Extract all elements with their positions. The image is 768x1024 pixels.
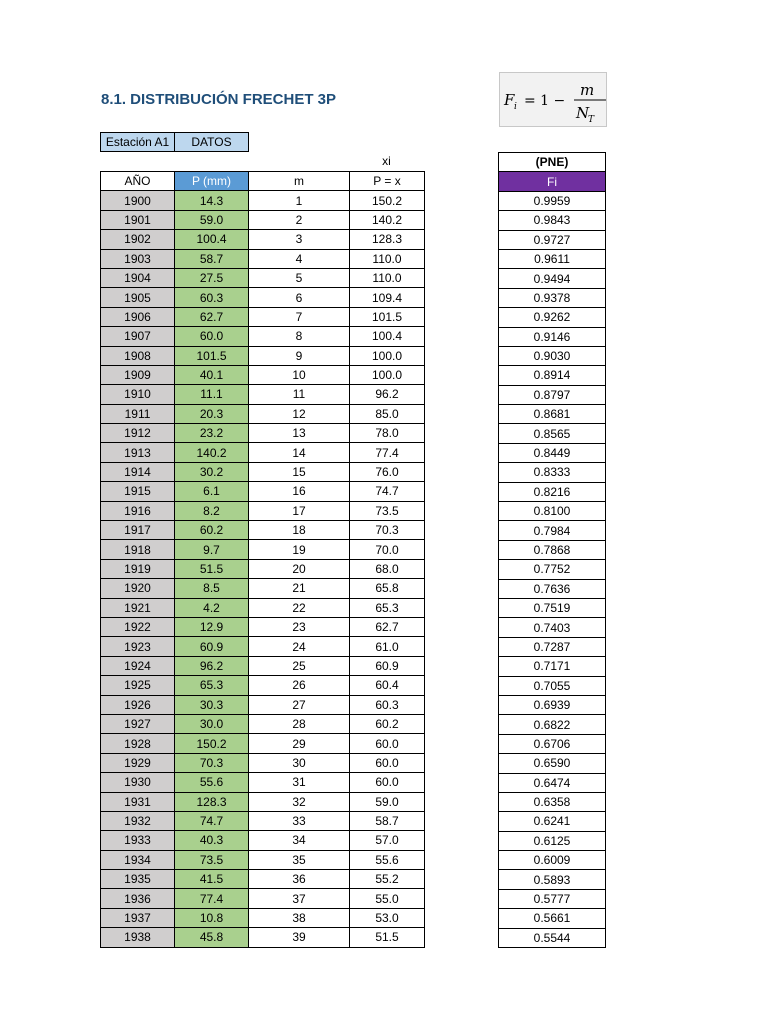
precip-cell: 20.3 xyxy=(175,404,249,423)
sorted-value-cell: 110.0 xyxy=(350,268,425,287)
fi-cell: 0.5777 xyxy=(499,889,606,908)
precip-cell: 101.5 xyxy=(175,346,249,365)
precip-cell: 77.4 xyxy=(175,889,249,908)
precip-cell: 8.2 xyxy=(175,501,249,520)
table-row xyxy=(499,482,606,501)
sorted-value-cell: 85.0 xyxy=(350,404,425,423)
fi-cell: 0.8216 xyxy=(499,482,606,501)
year-cell: 1903 xyxy=(101,249,175,268)
fi-cell: 0.9030 xyxy=(499,346,606,365)
table-row xyxy=(499,928,606,947)
precip-cell: 62.7 xyxy=(175,307,249,326)
year-cell: 1902 xyxy=(101,230,175,249)
year-cell: 1917 xyxy=(101,521,175,540)
sorted-value-cell: 140.2 xyxy=(350,210,425,229)
table-row xyxy=(499,385,606,404)
fi-cell: 0.8914 xyxy=(499,366,606,385)
sorted-value-cell: 77.4 xyxy=(350,443,425,462)
table-row xyxy=(101,404,425,423)
header-row xyxy=(101,172,425,191)
table-row xyxy=(499,230,606,249)
table-row xyxy=(499,327,606,346)
fi-cell: 0.7636 xyxy=(499,579,606,598)
rank-cell: 1 xyxy=(249,191,350,210)
sorted-value-cell: 70.0 xyxy=(350,540,425,559)
sorted-value-cell: 60.4 xyxy=(350,676,425,695)
fi-cell: 0.9494 xyxy=(499,269,606,288)
table-row xyxy=(101,385,425,404)
table-row xyxy=(101,598,425,617)
rank-cell: 17 xyxy=(249,501,350,520)
table-row xyxy=(101,831,425,850)
table-row xyxy=(499,870,606,889)
precip-cell: 140.2 xyxy=(175,443,249,462)
precip-cell: 74.7 xyxy=(175,811,249,830)
fi-cell: 0.7868 xyxy=(499,540,606,559)
precip-cell: 65.3 xyxy=(175,676,249,695)
sorted-value-cell: 110.0 xyxy=(350,249,425,268)
rank-cell: 13 xyxy=(249,424,350,443)
sorted-value-cell: 96.2 xyxy=(350,385,425,404)
table-row xyxy=(101,365,425,384)
year-cell: 1937 xyxy=(101,908,175,927)
table-row xyxy=(499,695,606,714)
table-row xyxy=(499,521,606,540)
rank-cell: 2 xyxy=(249,210,350,229)
sorted-value-cell: 74.7 xyxy=(350,482,425,501)
precip-cell: 23.2 xyxy=(175,424,249,443)
rank-cell: 35 xyxy=(249,850,350,869)
table-row xyxy=(101,656,425,675)
sorted-value-cell: 60.0 xyxy=(350,753,425,772)
fi-cell: 0.8797 xyxy=(499,385,606,404)
year-cell: 1933 xyxy=(101,831,175,850)
table-row xyxy=(499,734,606,753)
table-row xyxy=(101,714,425,733)
precip-cell: 70.3 xyxy=(175,753,249,772)
year-cell: 1906 xyxy=(101,307,175,326)
table-row xyxy=(101,850,425,869)
table-row xyxy=(499,308,606,327)
station-value: DATOS xyxy=(175,132,249,152)
sorted-value-cell: 61.0 xyxy=(350,637,425,656)
table-row xyxy=(101,811,425,830)
fi-cell: 0.6706 xyxy=(499,734,606,753)
rank-cell: 22 xyxy=(249,598,350,617)
formula-denominator-sub: T xyxy=(588,115,595,125)
fi-cell: 0.6009 xyxy=(499,851,606,870)
table-row xyxy=(101,540,425,559)
rank-cell: 6 xyxy=(249,288,350,307)
fi-cell: 0.7984 xyxy=(499,521,606,540)
year-cell: 1925 xyxy=(101,676,175,695)
year-cell: 1920 xyxy=(101,579,175,598)
precip-cell: 41.5 xyxy=(175,870,249,889)
rank-cell: 4 xyxy=(249,249,350,268)
precip-cell: 27.5 xyxy=(175,268,249,287)
rank-cell: 12 xyxy=(249,404,350,423)
table-row xyxy=(499,269,606,288)
precip-cell: 9.7 xyxy=(175,540,249,559)
fi-cell: 0.7519 xyxy=(499,598,606,617)
precip-cell: 8.5 xyxy=(175,579,249,598)
year-cell: 1910 xyxy=(101,385,175,404)
table-row xyxy=(101,346,425,365)
table-row xyxy=(499,598,606,617)
sorted-value-cell: 55.6 xyxy=(350,850,425,869)
fi-cell: 0.7752 xyxy=(499,560,606,579)
table-row xyxy=(101,753,425,772)
table-row xyxy=(499,540,606,559)
fi-cell: 0.9378 xyxy=(499,288,606,307)
fi-cell: 0.8681 xyxy=(499,405,606,424)
sorted-value-cell: 60.3 xyxy=(350,695,425,714)
year-cell: 1914 xyxy=(101,462,175,481)
table-row xyxy=(499,346,606,365)
rank-cell: 19 xyxy=(249,540,350,559)
precip-cell: 59.0 xyxy=(175,210,249,229)
formula-equals: = 1 − xyxy=(524,93,566,109)
year-cell: 1918 xyxy=(101,540,175,559)
rank-cell: 18 xyxy=(249,521,350,540)
table-row xyxy=(499,288,606,307)
table-row xyxy=(499,211,606,230)
sorted-value-cell: 55.2 xyxy=(350,870,425,889)
fi-cell: 0.8100 xyxy=(499,502,606,521)
table-row xyxy=(101,462,425,481)
formula-image xyxy=(499,72,607,127)
rank-cell: 24 xyxy=(249,637,350,656)
sorted-value-cell: 70.3 xyxy=(350,521,425,540)
rank-cell: 34 xyxy=(249,831,350,850)
year-cell: 1915 xyxy=(101,482,175,501)
table-row xyxy=(499,366,606,385)
fi-cell: 0.9262 xyxy=(499,308,606,327)
rank-cell: 5 xyxy=(249,268,350,287)
header-fi: Fi xyxy=(499,172,606,191)
sorted-value-cell: 65.8 xyxy=(350,579,425,598)
year-cell: 1912 xyxy=(101,424,175,443)
table-row xyxy=(101,792,425,811)
table-row xyxy=(499,618,606,637)
precip-cell: 73.5 xyxy=(175,850,249,869)
sorted-value-cell: 62.7 xyxy=(350,617,425,636)
precip-cell: 60.9 xyxy=(175,637,249,656)
precip-cell: 40.1 xyxy=(175,365,249,384)
year-cell: 1909 xyxy=(101,365,175,384)
fi-cell: 0.5544 xyxy=(499,928,606,947)
table-row xyxy=(499,773,606,792)
table-row xyxy=(101,288,425,307)
precip-cell: 58.7 xyxy=(175,249,249,268)
sorted-value-cell: 101.5 xyxy=(350,307,425,326)
rank-cell: 11 xyxy=(249,385,350,404)
fi-cell: 0.9843 xyxy=(499,211,606,230)
table-row xyxy=(101,734,425,753)
formula-numerator: m xyxy=(580,81,595,99)
sorted-value-cell: 78.0 xyxy=(350,424,425,443)
year-cell: 1916 xyxy=(101,501,175,520)
fi-cell: 0.9146 xyxy=(499,327,606,346)
table-row xyxy=(499,889,606,908)
rank-cell: 21 xyxy=(249,579,350,598)
rank-cell: 7 xyxy=(249,307,350,326)
header-pne: (PNE) xyxy=(499,153,606,172)
sorted-value-cell: 58.7 xyxy=(350,811,425,830)
precip-cell: 10.8 xyxy=(175,908,249,927)
rank-cell: 26 xyxy=(249,676,350,695)
year-cell: 1904 xyxy=(101,268,175,287)
table-row xyxy=(101,521,425,540)
year-cell: 1900 xyxy=(101,191,175,210)
rank-cell: 31 xyxy=(249,773,350,792)
fi-cell: 0.6822 xyxy=(499,715,606,734)
table-row xyxy=(101,230,425,249)
precip-cell: 60.3 xyxy=(175,288,249,307)
rank-cell: 28 xyxy=(249,714,350,733)
station-box xyxy=(100,132,249,152)
header-x: P = x xyxy=(350,172,425,191)
precip-cell: 40.3 xyxy=(175,831,249,850)
precip-cell: 11.1 xyxy=(175,385,249,404)
precip-cell: 96.2 xyxy=(175,656,249,675)
sorted-value-cell: 100.0 xyxy=(350,365,425,384)
table-row xyxy=(101,501,425,520)
fi-cell: 0.6125 xyxy=(499,831,606,850)
precip-cell: 150.2 xyxy=(175,734,249,753)
table-row xyxy=(101,695,425,714)
rank-cell: 14 xyxy=(249,443,350,462)
year-cell: 1928 xyxy=(101,734,175,753)
table-row xyxy=(101,928,425,947)
table-row xyxy=(101,210,425,229)
table-row xyxy=(101,889,425,908)
table-row xyxy=(499,502,606,521)
rank-cell: 27 xyxy=(249,695,350,714)
sorted-value-cell: 76.0 xyxy=(350,462,425,481)
table-row xyxy=(499,754,606,773)
year-cell: 1922 xyxy=(101,617,175,636)
table-row xyxy=(101,307,425,326)
precip-cell: 30.2 xyxy=(175,462,249,481)
fi-cell: 0.7171 xyxy=(499,657,606,676)
fi-cell: 0.9611 xyxy=(499,249,606,268)
precip-cell: 30.3 xyxy=(175,695,249,714)
rank-cell: 16 xyxy=(249,482,350,501)
year-cell: 1926 xyxy=(101,695,175,714)
fi-cell: 0.8449 xyxy=(499,443,606,462)
table-row xyxy=(101,637,425,656)
sorted-value-cell: 60.0 xyxy=(350,734,425,753)
xi-label: xi xyxy=(382,154,391,168)
table-row xyxy=(499,909,606,928)
sorted-value-cell: 60.9 xyxy=(350,656,425,675)
sorted-value-cell: 51.5 xyxy=(350,928,425,947)
year-cell: 1935 xyxy=(101,870,175,889)
table-row xyxy=(499,792,606,811)
sorted-value-cell: 109.4 xyxy=(350,288,425,307)
table-row xyxy=(499,579,606,598)
formula-lhs-sub: i xyxy=(514,102,517,112)
rank-cell: 25 xyxy=(249,656,350,675)
table-row xyxy=(101,268,425,287)
table-row xyxy=(101,191,425,210)
station-label: Estación A1 xyxy=(100,132,175,152)
table-row xyxy=(499,405,606,424)
header-year: AÑO xyxy=(101,172,175,191)
sorted-value-cell: 53.0 xyxy=(350,908,425,927)
rank-cell: 32 xyxy=(249,792,350,811)
header-m: m xyxy=(249,172,350,191)
fi-cell: 0.6241 xyxy=(499,812,606,831)
precip-cell: 4.2 xyxy=(175,598,249,617)
year-cell: 1911 xyxy=(101,404,175,423)
fi-cell: 0.7403 xyxy=(499,618,606,637)
precip-cell: 45.8 xyxy=(175,928,249,947)
precip-cell: 100.4 xyxy=(175,230,249,249)
precip-cell: 128.3 xyxy=(175,792,249,811)
table-row xyxy=(101,870,425,889)
fi-cell: 0.9727 xyxy=(499,230,606,249)
formula-lhs: F xyxy=(504,91,515,109)
rank-cell: 8 xyxy=(249,327,350,346)
year-cell: 1938 xyxy=(101,928,175,947)
year-cell: 1913 xyxy=(101,443,175,462)
year-cell: 1923 xyxy=(101,637,175,656)
table-row xyxy=(499,715,606,734)
precip-cell: 60.0 xyxy=(175,327,249,346)
fi-cell: 0.7287 xyxy=(499,637,606,656)
year-cell: 1919 xyxy=(101,559,175,578)
precip-cell: 6.1 xyxy=(175,482,249,501)
table-row xyxy=(101,908,425,927)
rank-cell: 10 xyxy=(249,365,350,384)
rank-cell: 36 xyxy=(249,870,350,889)
year-cell: 1908 xyxy=(101,346,175,365)
year-cell: 1901 xyxy=(101,210,175,229)
fi-cell: 0.5661 xyxy=(499,909,606,928)
table-row xyxy=(101,443,425,462)
table-row xyxy=(499,443,606,462)
sorted-value-cell: 60.2 xyxy=(350,714,425,733)
table-row xyxy=(499,831,606,850)
year-cell: 1930 xyxy=(101,773,175,792)
year-cell: 1905 xyxy=(101,288,175,307)
sorted-value-cell: 150.2 xyxy=(350,191,425,210)
table-row xyxy=(499,657,606,676)
year-cell: 1907 xyxy=(101,327,175,346)
sorted-value-cell: 57.0 xyxy=(350,831,425,850)
fi-cell: 0.6939 xyxy=(499,695,606,714)
fi-cell: 0.7055 xyxy=(499,676,606,695)
year-cell: 1936 xyxy=(101,889,175,908)
fi-cell: 0.8333 xyxy=(499,463,606,482)
table-row xyxy=(499,424,606,443)
rank-cell: 38 xyxy=(249,908,350,927)
year-cell: 1929 xyxy=(101,753,175,772)
sorted-value-cell: 65.3 xyxy=(350,598,425,617)
year-cell: 1924 xyxy=(101,656,175,675)
pne-row xyxy=(499,153,606,172)
table-row xyxy=(101,579,425,598)
precip-cell: 55.6 xyxy=(175,773,249,792)
year-cell: 1932 xyxy=(101,811,175,830)
table-row xyxy=(499,851,606,870)
rank-cell: 37 xyxy=(249,889,350,908)
fi-cell: 0.5893 xyxy=(499,870,606,889)
year-cell: 1934 xyxy=(101,850,175,869)
fi-header-row xyxy=(499,172,606,191)
page-title: 8.1. DISTRIBUCIÓN FRECHET 3P xyxy=(101,91,337,108)
fi-cell: 0.6358 xyxy=(499,792,606,811)
rank-cell: 9 xyxy=(249,346,350,365)
fi-cell: 0.6590 xyxy=(499,754,606,773)
fi-cell: 0.9959 xyxy=(499,191,606,210)
sorted-value-cell: 128.3 xyxy=(350,230,425,249)
rank-cell: 20 xyxy=(249,559,350,578)
rank-cell: 30 xyxy=(249,753,350,772)
formula-denominator: N xyxy=(576,104,590,122)
table-row xyxy=(499,191,606,210)
sorted-value-cell: 100.4 xyxy=(350,327,425,346)
table-row xyxy=(499,463,606,482)
sorted-value-cell: 55.0 xyxy=(350,889,425,908)
table-row xyxy=(101,559,425,578)
table-row xyxy=(499,676,606,695)
precip-cell: 60.2 xyxy=(175,521,249,540)
sorted-value-cell: 68.0 xyxy=(350,559,425,578)
rank-cell: 23 xyxy=(249,617,350,636)
table-row xyxy=(499,249,606,268)
table-row xyxy=(499,812,606,831)
header-p: P (mm) xyxy=(175,172,249,191)
sorted-value-cell: 59.0 xyxy=(350,792,425,811)
table-row xyxy=(101,617,425,636)
table-row xyxy=(499,637,606,656)
fi-cell: 0.6474 xyxy=(499,773,606,792)
precip-cell: 30.0 xyxy=(175,714,249,733)
rank-cell: 15 xyxy=(249,462,350,481)
rank-cell: 33 xyxy=(249,811,350,830)
table-row xyxy=(101,676,425,695)
table-row xyxy=(101,424,425,443)
rank-cell: 3 xyxy=(249,230,350,249)
fi-table xyxy=(498,152,606,948)
rank-cell: 29 xyxy=(249,734,350,753)
sorted-value-cell: 73.5 xyxy=(350,501,425,520)
sorted-value-cell: 100.0 xyxy=(350,346,425,365)
data-table xyxy=(100,171,425,948)
table-row xyxy=(101,249,425,268)
rank-cell: 39 xyxy=(249,928,350,947)
table-row xyxy=(101,327,425,346)
precip-cell: 12.9 xyxy=(175,617,249,636)
fi-cell: 0.8565 xyxy=(499,424,606,443)
precip-cell: 51.5 xyxy=(175,559,249,578)
year-cell: 1927 xyxy=(101,714,175,733)
table-row xyxy=(499,560,606,579)
precip-cell: 14.3 xyxy=(175,191,249,210)
table-row xyxy=(101,773,425,792)
year-cell: 1931 xyxy=(101,792,175,811)
sorted-value-cell: 60.0 xyxy=(350,773,425,792)
year-cell: 1921 xyxy=(101,598,175,617)
table-row xyxy=(101,482,425,501)
